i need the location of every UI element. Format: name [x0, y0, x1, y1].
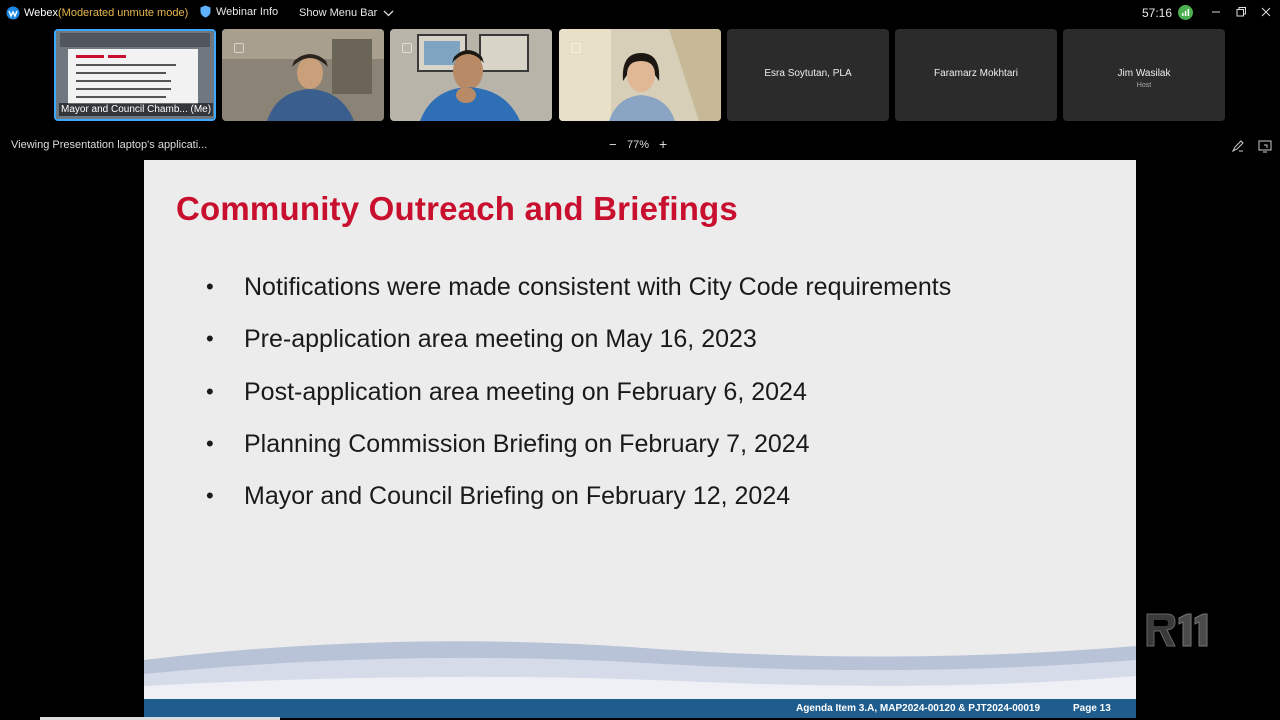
- slide-bullet: • Mayor and Council Briefing on February 12, 2024: [204, 477, 951, 529]
- webinar-info-label: Webinar Info: [216, 5, 279, 18]
- slide-bullet-list: [204, 268, 951, 529]
- participant-tile-video[interactable]: [222, 29, 384, 121]
- slide-bullet: • Notifications were made consistent with City Code requirements: [204, 268, 951, 320]
- participant-role: Host: [1136, 82, 1152, 89]
- participant-name: Faramarz Mokhtari: [934, 68, 1018, 79]
- participant-name: Jim Wasilak: [1117, 68, 1171, 79]
- title-bar: [0, 0, 1280, 26]
- slide-bullet: • Pre-application area meeting on May 16, 2023: [204, 320, 951, 372]
- slide-footer-agenda: Agenda Item 3.A, MAP2024-00120 & PJT2024-00019: [796, 703, 1041, 714]
- slide-wave-decoration: [144, 630, 1136, 700]
- meeting-timer: 57:16: [1142, 6, 1173, 20]
- minimize-icon[interactable]: [1208, 4, 1224, 20]
- slide-page-number: Page 13: [1073, 703, 1111, 714]
- lock-icon: [571, 43, 581, 53]
- slide-bullet: • Post-application area meeting on February 6, 2024: [204, 373, 951, 425]
- restore-icon[interactable]: [1233, 4, 1249, 20]
- participant-tile-video[interactable]: [390, 29, 552, 121]
- lock-icon: [402, 43, 412, 53]
- app-name: Webex: [24, 7, 59, 19]
- participant-video: [559, 29, 721, 121]
- pop-out-share-icon[interactable]: [1258, 139, 1272, 153]
- channel-logo: [1145, 612, 1211, 648]
- slide-title: Community Outreach and Briefings: [176, 190, 738, 227]
- webinar-info-button[interactable]: [200, 5, 278, 18]
- close-icon[interactable]: [1258, 4, 1274, 20]
- participant-tile-host[interactable]: [1063, 29, 1225, 121]
- shield-icon: [200, 5, 211, 18]
- network-signal-icon[interactable]: [1178, 5, 1193, 20]
- zoom-level: 77%: [627, 139, 650, 151]
- zoom-in-button[interactable]: +: [659, 136, 668, 152]
- self-tile-label: Mayor and Council Chamb... (Me): [61, 104, 212, 115]
- webex-logo-icon: [6, 6, 20, 20]
- participant-tile-self[interactable]: [54, 29, 216, 121]
- shared-presentation-slide: [144, 160, 1136, 718]
- show-menu-bar-label: Show Menu Bar: [299, 7, 378, 19]
- chevron-down-icon: [383, 10, 394, 17]
- participant-strip: [0, 29, 1280, 121]
- participant-video: [390, 29, 552, 121]
- participant-name: Esra Soytutan, PLA: [764, 68, 852, 79]
- participant-tile-name[interactable]: [895, 29, 1057, 121]
- annotate-icon[interactable]: [1231, 139, 1245, 153]
- slide-bullet: • Planning Commission Briefing on February 7, 2024: [204, 425, 951, 477]
- unmute-mode-label: (Moderated unmute mode): [58, 7, 189, 19]
- viewing-status-text: Viewing Presentation laptop's applicati...: [11, 139, 208, 151]
- participant-video: [222, 29, 384, 121]
- participant-tile-video[interactable]: [559, 29, 721, 121]
- slide-footer: [144, 699, 1136, 718]
- lock-icon: [234, 43, 244, 53]
- zoom-out-button[interactable]: −: [609, 137, 617, 152]
- show-menu-bar-button[interactable]: [299, 7, 394, 19]
- participant-tile-name[interactable]: [727, 29, 889, 121]
